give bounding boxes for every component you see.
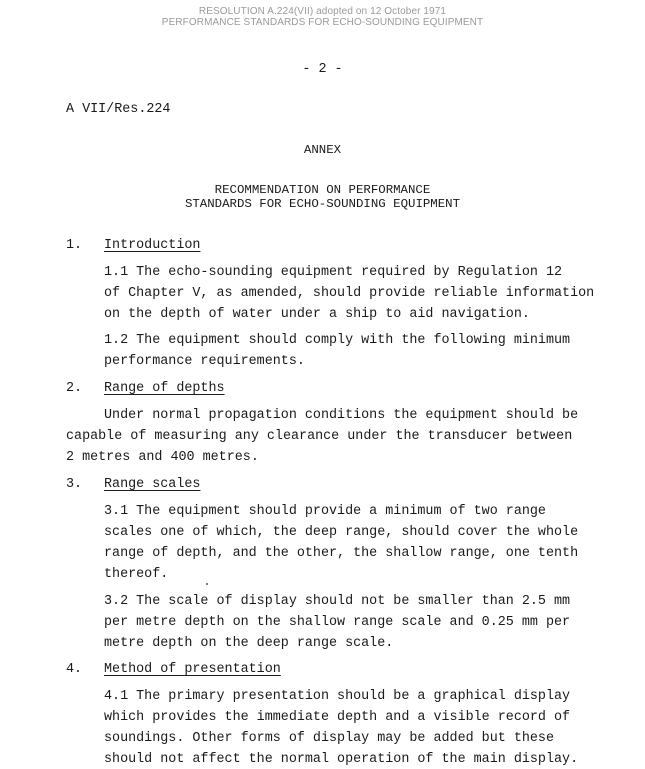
paragraph-1-2-line: 1.2 The equipment should comply with the following minimum xyxy=(104,333,571,348)
paragraph-3-1-line: range of depth, and the other, the shallow range, one tenth xyxy=(104,546,579,561)
title-line-2: STANDARDS FOR ECHO-SOUNDING EQUIPMENT xyxy=(184,197,461,211)
paragraph-1-1-line: 1.1 The echo-sounding equipment required by Regulation 12 xyxy=(104,265,563,280)
page-number: - 2 - xyxy=(302,62,343,77)
paragraph-4-1-line: should not affect the normal operation of the main display. xyxy=(104,752,579,767)
paragraph-1-2-line: performance requirements. xyxy=(104,354,305,369)
scan-speck xyxy=(206,583,208,585)
paragraph-3-2-line: per metre depth on the shallow range scale and 0.25 mm per xyxy=(104,615,571,630)
paragraph-1-1-line: of Chapter V, as amended, should provide reliable information xyxy=(104,286,595,301)
paragraph-4-1-line: soundings. Other forms of display may be added but these xyxy=(104,731,554,746)
paragraph-3-2-line: 3.2 The scale of display should not be smaller than 2.5 mm xyxy=(104,594,571,609)
paragraph-3-2-line: metre depth on the deep range scale. xyxy=(104,636,394,651)
paragraph-4-1-line: which provides the immediate depth and a visible record of xyxy=(104,710,571,725)
section-4-number: 4. xyxy=(66,662,83,677)
paragraph-1-1-line: on the depth of water under a ship to aid navigation. xyxy=(104,307,530,322)
section-4-heading: Method of presentation xyxy=(104,662,281,677)
paragraph-2-line: Under normal propagation conditions the equipment should be xyxy=(104,408,579,423)
section-2-number: 2. xyxy=(66,381,83,396)
section-3-heading: Range scales xyxy=(104,477,201,492)
document-header-line-2: PERFORMANCE STANDARDS FOR ECHO-SOUNDING EQUIPMENT xyxy=(161,17,484,28)
annex-label: ANNEX xyxy=(303,143,342,157)
paragraph-2-line: 2 metres and 400 metres. xyxy=(66,450,259,465)
document-header-line-1: RESOLUTION A.224(VII) adopted on 12 October 1971 xyxy=(198,6,447,17)
section-1-number: 1. xyxy=(66,238,83,253)
section-2-heading: Range of depths xyxy=(104,381,225,396)
section-3-number: 3. xyxy=(66,477,83,492)
section-1-heading: Introduction xyxy=(104,238,201,253)
paragraph-3-1-line: 3.1 The equipment should provide a minimum of two range xyxy=(104,504,546,519)
paragraph-3-1-line: thereof. xyxy=(104,567,169,582)
paragraph-3-1-line: scales one of which, the deep range, should cover the whole xyxy=(104,525,579,540)
resolution-reference: A VII/Res.224 xyxy=(66,102,171,117)
paragraph-2-line: capable of measuring any clearance under the transducer between xyxy=(66,429,573,444)
title-line-1: RECOMMENDATION ON PERFORMANCE xyxy=(214,183,431,197)
paragraph-4-1-line: 4.1 The primary presentation should be a graphical display xyxy=(104,689,571,704)
